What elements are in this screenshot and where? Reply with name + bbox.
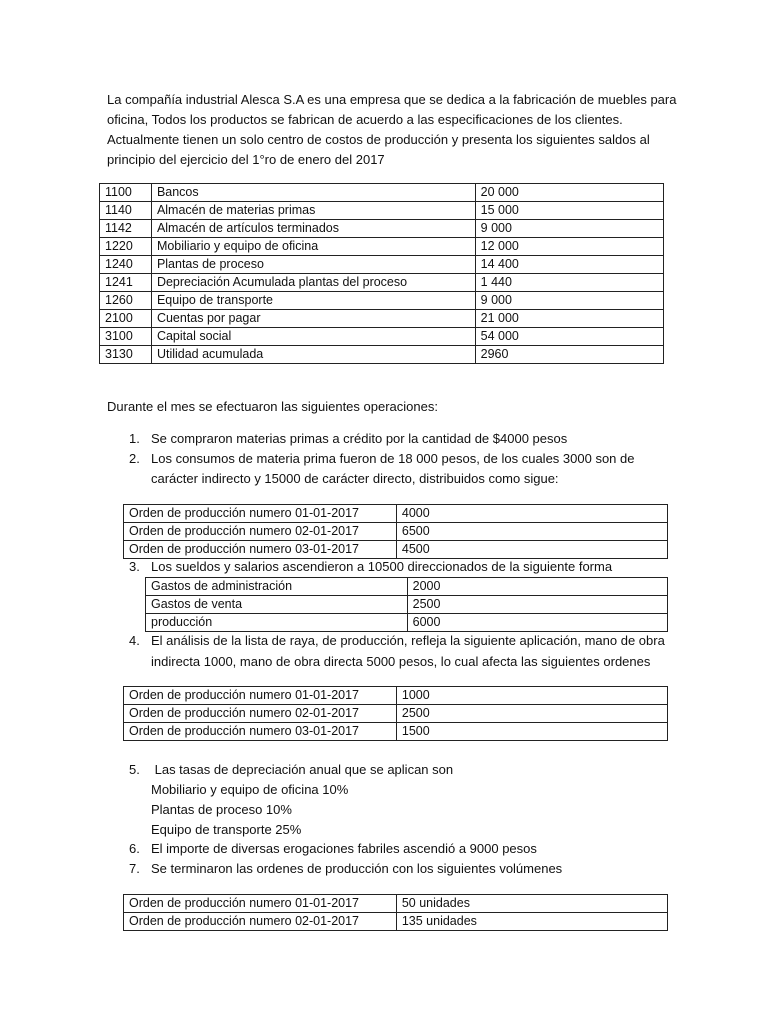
intro-line: oficina, Todos los productos se fabrican de acuerdo a las especificaciones de los clientes. (107, 112, 623, 127)
order-value: 4000 (396, 505, 667, 523)
salaries-table (145, 577, 668, 632)
account-amount: 9 000 (475, 220, 663, 238)
operation-1 (129, 429, 567, 449)
operation-5 (129, 760, 453, 780)
account-amount: 14 400 (475, 256, 663, 274)
salary-value: 6000 (407, 614, 667, 632)
account-name: Mobiliario y equipo de oficina (151, 238, 475, 256)
order-label: Orden de producción numero 01-01-2017 (124, 895, 397, 913)
order-value: 1500 (396, 723, 667, 741)
intro-paragraph (107, 90, 677, 170)
operation-6 (129, 839, 537, 859)
table-row (124, 913, 668, 931)
order-label: Orden de producción numero 03-01-2017 (124, 541, 397, 559)
order-label: Orden de producción numero 01-01-2017 (124, 505, 397, 523)
operation-text: El importe de diversas erogaciones fabriles ascendió a 9000 pesos (151, 841, 537, 856)
account-code: 1140 (100, 202, 152, 220)
account-name: Cuentas por pagar (151, 310, 475, 328)
table-row (100, 220, 664, 238)
operation-2-continuation: carácter indirecto y 15000 de carácter directo, distribuidos como sigue: (151, 471, 559, 486)
salary-label: Gastos de venta (146, 596, 408, 614)
account-name: Plantas de proceso (151, 256, 475, 274)
order-value: 2500 (396, 705, 667, 723)
operation-4 (129, 631, 665, 651)
operation-7 (129, 859, 562, 879)
table-row (100, 328, 664, 346)
salary-value: 2000 (407, 578, 667, 596)
list-number: 1. (129, 431, 140, 446)
depreciation-rate-item: Plantas de proceso 10% (151, 802, 292, 817)
salary-value: 2500 (407, 596, 667, 614)
operation-text: El análisis de la lista de raya, de producción, refleja la siguiente aplicación, mano de obra (151, 633, 665, 648)
account-amount: 2960 (475, 346, 663, 364)
table-row (146, 578, 668, 596)
table-row (100, 274, 664, 292)
balances-table (99, 183, 664, 364)
account-code: 2100 (100, 310, 152, 328)
orders-finished-table (123, 894, 668, 931)
orders-labor-table (123, 686, 668, 741)
account-name: Almacén de materias primas (151, 202, 475, 220)
account-code: 1142 (100, 220, 152, 238)
order-value: 50 unidades (396, 895, 667, 913)
list-number: 5. (129, 762, 140, 777)
depreciation-rate-item: Mobiliario y equipo de oficina 10% (151, 782, 349, 797)
order-label: Orden de producción numero 02-01-2017 (124, 913, 397, 931)
order-label: Orden de producción numero 01-01-2017 (124, 687, 397, 705)
list-number: 6. (129, 841, 140, 856)
intro-line: La compañía industrial Alesca S.A es una empresa que se dedica a la fabricación de muebles para (107, 92, 677, 107)
operation-text: Se terminaron las ordenes de producción con los siguientes volúmenes (151, 861, 563, 876)
account-amount: 1 440 (475, 274, 663, 292)
order-value: 135 unidades (396, 913, 667, 931)
operations-heading: Durante el mes se efectuaron las siguientes operaciones: (107, 399, 438, 414)
account-amount: 21 000 (475, 310, 663, 328)
table-row (124, 523, 668, 541)
operation-text: Los sueldos y salarios ascendieron a 10500 direccionados de la siguiente forma (151, 559, 613, 574)
salary-label: Gastos de administración (146, 578, 408, 596)
table-row (124, 723, 668, 741)
account-amount: 54 000 (475, 328, 663, 346)
account-name: Equipo de transporte (151, 292, 475, 310)
account-amount: 15 000 (475, 202, 663, 220)
table-row (100, 238, 664, 256)
operation-text: Se compraron materias primas a crédito por la cantidad de $4000 pesos (151, 431, 568, 446)
account-code: 1241 (100, 274, 152, 292)
order-label: Orden de producción numero 02-01-2017 (124, 705, 397, 723)
table-row (124, 505, 668, 523)
operation-text: Los consumos de materia prima fueron de 18 000 pesos, de los cuales 3000 son de (151, 451, 635, 466)
account-name: Bancos (151, 184, 475, 202)
table-row (100, 346, 664, 364)
list-number: 4. (129, 633, 140, 648)
account-code: 1220 (100, 238, 152, 256)
account-code: 3100 (100, 328, 152, 346)
table-row (124, 705, 668, 723)
account-name: Almacén de artículos terminados (151, 220, 475, 238)
operation-text: Las tasas de depreciación anual que se aplican son (151, 762, 454, 777)
table-row (146, 614, 668, 632)
order-label: Orden de producción numero 03-01-2017 (124, 723, 397, 741)
order-label: Orden de producción numero 02-01-2017 (124, 523, 397, 541)
account-amount: 20 000 (475, 184, 663, 202)
order-value: 1000 (396, 687, 667, 705)
table-row (146, 596, 668, 614)
operation-3 (129, 557, 612, 577)
account-code: 3130 (100, 346, 152, 364)
intro-line: principio del ejercicio del 1°ro de enero del 2017 (107, 152, 385, 167)
operation-4-continuation: indirecta 1000, mano de obra directa 5000 pesos, lo cual afecta las siguientes ordenes (151, 654, 651, 669)
orders-materials-table (123, 504, 668, 559)
list-number: 2. (129, 451, 140, 466)
table-row (124, 541, 668, 559)
account-name: Utilidad acumulada (151, 346, 475, 364)
account-amount: 12 000 (475, 238, 663, 256)
account-code: 1100 (100, 184, 152, 202)
intro-line: Actualmente tienen un solo centro de costos de producción y presenta los siguientes saldos al (107, 132, 650, 147)
salary-label: producción (146, 614, 408, 632)
table-row (124, 687, 668, 705)
table-row (100, 256, 664, 274)
account-amount: 9 000 (475, 292, 663, 310)
account-code: 1260 (100, 292, 152, 310)
list-number: 3. (129, 559, 140, 574)
table-row (100, 310, 664, 328)
order-value: 4500 (396, 541, 667, 559)
table-row (100, 202, 664, 220)
account-code: 1240 (100, 256, 152, 274)
account-name: Depreciación Acumulada plantas del proceso (151, 274, 475, 292)
account-name: Capital social (151, 328, 475, 346)
table-row (124, 895, 668, 913)
table-row (100, 292, 664, 310)
depreciation-rate-item: Equipo de transporte 25% (151, 822, 302, 837)
table-row (100, 184, 664, 202)
order-value: 6500 (396, 523, 667, 541)
list-number: 7. (129, 861, 140, 876)
operation-2 (129, 449, 634, 469)
